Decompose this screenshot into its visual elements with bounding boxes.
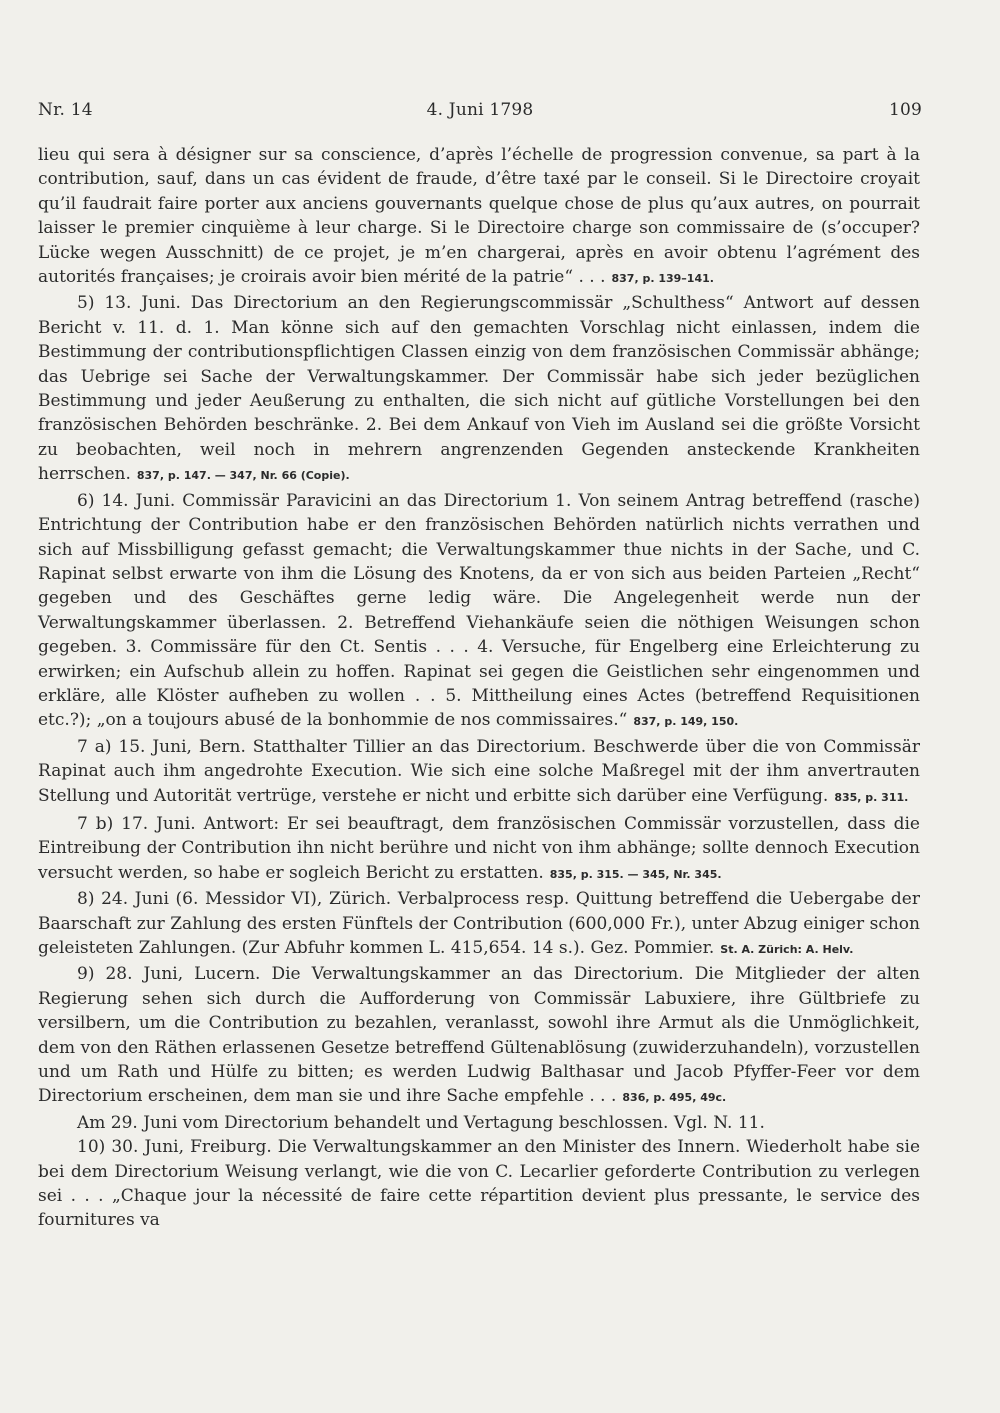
- page-number: 109: [888, 100, 922, 120]
- entry-text: 8) 24. Juni (6. Messidor VI), Zürich. Verbalprocess resp. Quittung betreffend die Uebergabe der Baarschaft zur Zahlung des ersten Fünftels der Contribution (600,000 Fr.), unter Abzug einiger schon geleisteten Zahlungen. (Zur Abfuhr kommen L. 415,654. 14 s.). Gez. Pommier.: [38, 889, 920, 958]
- continuation-paragraph: [38, 143, 920, 291]
- entry-text: 10) 30. Juni, Freiburg. Die Verwaltungskammer an den Minister des Innern. Wiederholt habe sie bei dem Directorium Weisung verlangt, wie die von C. Lecarlier geforderte Contribution zu verlegen sei . . . „Chaque jour la nécessité de faire cette répartition devient plus pressante, le service des fournitures va: [38, 1137, 920, 1231]
- source-reference: St. A. Zürich: A. Helv.: [720, 943, 854, 956]
- entry-text: 6) 14. Juni. Commissär Paravicini an das Directorium 1. Von seinem Antrag betreffend (rasche) Entrichtung der Contribution habe er den französischen Behörden natürlich nichts verrathen und sich auf Missbilligung gefasst gemacht; die Verwaltungskammer thue nichts in der Sache, und C. Rapinat selbst erwarte von ihm die Lösung des Knotens, da er von sich aus beiden Parteien „Recht“ gegeben und des Geschäftes gerne ledig wäre. Die Angelegenheit werde nun der Verwaltungskammer überlassen. 2. Betreffend Viehankäufe seien die nöthigen Weisungen schon gegeben. 3. Commissäre für den Ct. Sentis . . . 4. Versuche, für Engelberg eine Erleichterung zu erwirken; ein Aufschub allein zu hoffen. Rapinat sei gegen die Geistlichen sehr eingenommen und erkläre, alle Klöster aufheben zu wollen . . 5. Mittheilung eines Actes (betreffend Requisitionen etc.?); „on a toujours abusé de la bonhommie de nos commissaires.“: [38, 490, 920, 731]
- entry-6: [38, 489, 920, 735]
- document-number: Nr. 14: [38, 100, 93, 120]
- entry-text: 7 b) 17. Juni. Antwort: Er sei beauftragt, dem französischen Commissär vorzustellen, dass die Eintreibung der Contribution ihn nicht berühre und nicht von ihm abhänge; sollte dennoch Execution versucht werden, so habe er sogleich Bericht zu erstatten.: [38, 813, 920, 883]
- entry-7a: [38, 735, 920, 810]
- document-date: 4. Juni 1798: [426, 100, 534, 120]
- entry-5: [38, 291, 920, 488]
- source-reference: 835, p. 311.: [834, 790, 909, 804]
- source-reference: 837, p. 139–141.: [611, 272, 714, 286]
- entry-9-note: [38, 1111, 920, 1135]
- entry-8: [38, 887, 920, 962]
- entry-text: 9) 28. Juni, Lucern. Die Verwaltungskammer an das Directorium. Die Mitglieder der alten Regierung sehen sich durch die Aufforderung von Commissär Labuxiere, ihre Gültbriefe zu versilbern, um die Contribution zu bezahlen, veranlasst, sowohl ihre Armut als die Unmöglichkeit, dem von den Räthen erlassenen Gesetze betreffend Gültenablösung (zuwiderzuhandeln), vorzustellen und um Rath und Hülfe zu bitten; es werden Ludwig Balthasar und Jacob Pfyffer-Feer vor dem Directorium erscheinen, dem man sie und ihre Sache empfehle . . .: [38, 964, 920, 1107]
- source-reference: 837, p. 149, 150.: [633, 715, 739, 729]
- source-reference: 835, p. 315. — 345, Nr. 345.: [549, 867, 722, 881]
- entry-7b: [38, 812, 920, 887]
- entry-text: 7 a) 15. Juni, Bern. Statthalter Tillier an das Directorium. Beschwerde über die von Commissär Rapinat auch ihm angedrohte Execution. Wie sich eine solche Maßregel mit der ihm anvertrauten Stellung und Autorität vertrüge, verstehe er nicht und erbitte sich darüber eine Verfügung.: [38, 736, 920, 806]
- source-reference: 836, p. 495, 49c.: [622, 1091, 727, 1105]
- continuation-text: lieu qui sera à désigner sur sa conscience, d’après l’échelle de progression convenue, sa part à la contribution, sauf, dans un cas évident de fraude, d’être taxé par le conseil. Si le Directoire croyait qu’il faudrait faire porter aux anciens gouvernants quelque chose de plus qu’aux autres, on pourrait laisser le premier cinquième à leur charge. Si le Directoire charge son commissaire de (s’occuper? Lücke wegen Ausschnitt) de ce projet, je m’en chargerai, après en avoir obtenu l’agrément des autorités françaises; je croirais avoir bien mérité de la patrie“ . . .: [38, 145, 920, 288]
- entry-9: [38, 962, 920, 1110]
- page-body: [38, 143, 920, 1233]
- entry-text: Am 29. Juni vom Directorium behandelt und Vertagung beschlossen. Vgl. N. 11.: [77, 1112, 765, 1133]
- source-reference: 837, p. 147. — 347, Nr. 66 (Copie).: [136, 469, 350, 483]
- entry-text: 5) 13. Juni. Das Directorium an den Regierungscommissär „Schulthess“ Antwort auf dessen Bericht v. 11. d. 1. Man könne sich auf den gemachten Vorschlag nicht einlassen, indem die Bestimmung der contributionspflichtigen Classen einzig von dem französischen Commissär abhänge; das Uebrige sei Sache der Verwaltungskammer. Der Commissär habe sich jeder bezüglichen Bestimmung und jeder Aeußerung zu enthalten, die sich nicht auf gütliche Vorstellungen bei den französischen Behörden beschränke. 2. Bei dem Ankauf von Vieh im Ausland sei die größte Vorsicht zu beobachten, weil noch in mehrern angrenzenden Gegenden ansteckende Krankheiten herrschen.: [38, 293, 920, 485]
- entry-10: [38, 1135, 920, 1233]
